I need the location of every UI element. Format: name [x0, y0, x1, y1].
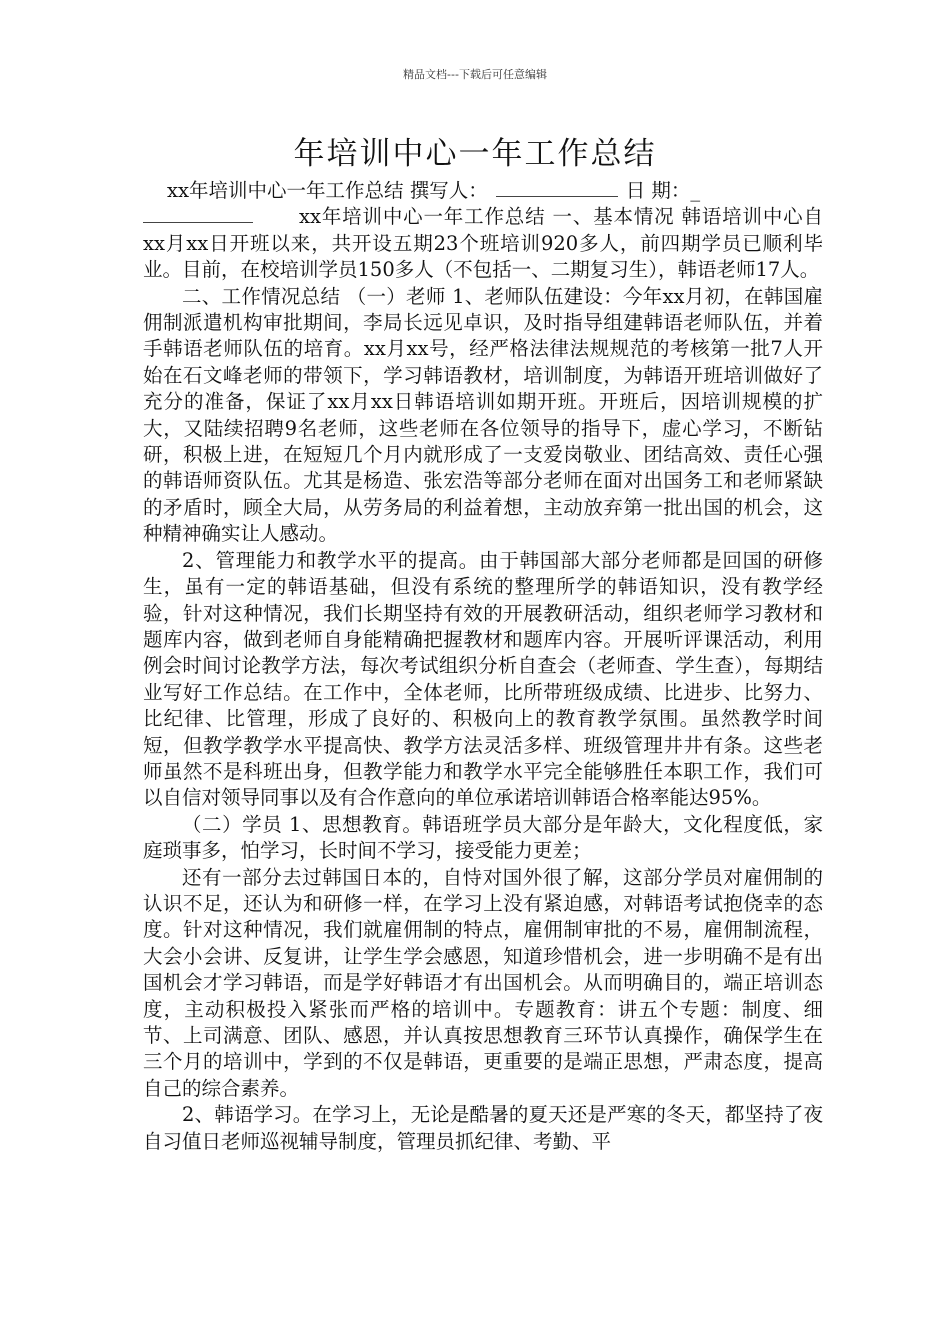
date-blank: [143, 221, 253, 223]
document-title: 年培训中心一年工作总结: [293, 136, 657, 172]
meta-lead: xx年培训中心一年工作总结 撰写人：: [167, 179, 488, 202]
paragraph-5: 2、韩语学习。在学习上，无论是酷暑的夏天还是严寒的冬天，都坚持了夜自习值日老师巡视辅导制度，管理员抓纪律、考勤、平: [143, 1103, 823, 1153]
paragraph-3: （二）学员 1、思想教育。韩语班学员大部分是年龄大，文化程度低，家庭琐事多，怕学习，长时间不学习，接受能力更差；: [143, 812, 823, 863]
document-body: [143, 178, 823, 1155]
meta-continuation: xx年培训中心一年工作总结 一、基本情况 韩语培训中心自xx月xx日开班以来，共开设五期23个班培训920多人，前四期学员已顺利毕业。目前，在校培训学员150多人（不包括一、二期复习生），韩语老师17人。: [143, 205, 823, 282]
paragraph-4: 还有一部分去过韩国日本的，自恃对国外很了解，这部分学员对雇佣制的认识不足，还认为和研修一样，在学习上没有紧迫感，对韩语考试抱侥幸的态度。针对这种情况，我们就雇佣制的特点，雇佣制审批的不易，雇佣制流程，大会小会讲、反复讲，让学生学会感恩，知道珍惜机会，进一步明确不是有出国机会才学习韩语，而是学好韩语才有出国机会。从而明确目的，端正培训态度，主动积极投入紧张而严格的培训中。专题教育：讲五个专题：制度、细节、上司满意、团队、感恩，并认真按思想教育三环节认真操作，确保学生在三个月的培训中，学到的不仅是韩语，更重要的是端正思想，严肃态度，提高自己的综合素养。: [143, 865, 823, 1100]
date-label: 日 期：_: [625, 179, 701, 202]
author-blank: [496, 195, 618, 197]
page-header-note: 精品文档---下载后可任意编辑: [403, 68, 547, 81]
paragraph-1: 二、工作情况总结 （一）老师 1、老师队伍建设：今年xx月初，在韩国雇佣制派遣机构审批期间，李局长远见卓识，及时指导组建韩语老师队伍，并着手韩语老师队伍的培育。xx月xx号，经严格法律法规规范的考核第一批7人开始在石文峰老师的带领下，学习韩语教材，培训制度，为韩语开班培训做好了充分的准备，保证了xx月xx日韩语培训如期开班。开班后，因培训规模的扩大，又陆续招聘9名老师，这些老师在各位领导的指导下，虚心学习，不断钻研，积极上进，在短短几个月内就形成了一支爱岗敬业、团结高效、责任心强的韩语师资队伍。尤其是杨造、张宏浩等部分老师在面对出国务工和老师紧缺的矛盾时，顾全大局，从劳务局的利益着想，主动放弃第一批出国的机会，这种精神确实让人感动。: [143, 284, 823, 546]
paragraph-2: 2、管理能力和教学水平的提高。由于韩国部大部分老师都是回国的研修生，虽有一定的韩语基础，但没有系统的整理所学的韩语知识，没有教学经验，针对这种情况，我们长期坚持有效的开展教研活动，组织老师学习教材和题库内容，做到老师自身能精确把握教材和题库内容。开展听评课活动，利用例会时间讨论教学方法，每次考试组织分析自查会（老师查、学生查），每期结业写好工作总结。在工作中，全体老师，比所带班级成绩、比进步、比努力、比纪律、比管理，形成了良好的、积极向上的教育教学氛围。虽然教学时间短，但教学教学水平提高快、教学方法灵活多样、班级管理井井有条。这些老师虽然不是科班出身，但教学能力和教学水平完全能够胜任本职工作，我们可以自信对领导同事以及有合作意向的单位承诺培训韩语合格率能达95%。: [143, 548, 823, 810]
meta-paragraph: [143, 178, 823, 284]
